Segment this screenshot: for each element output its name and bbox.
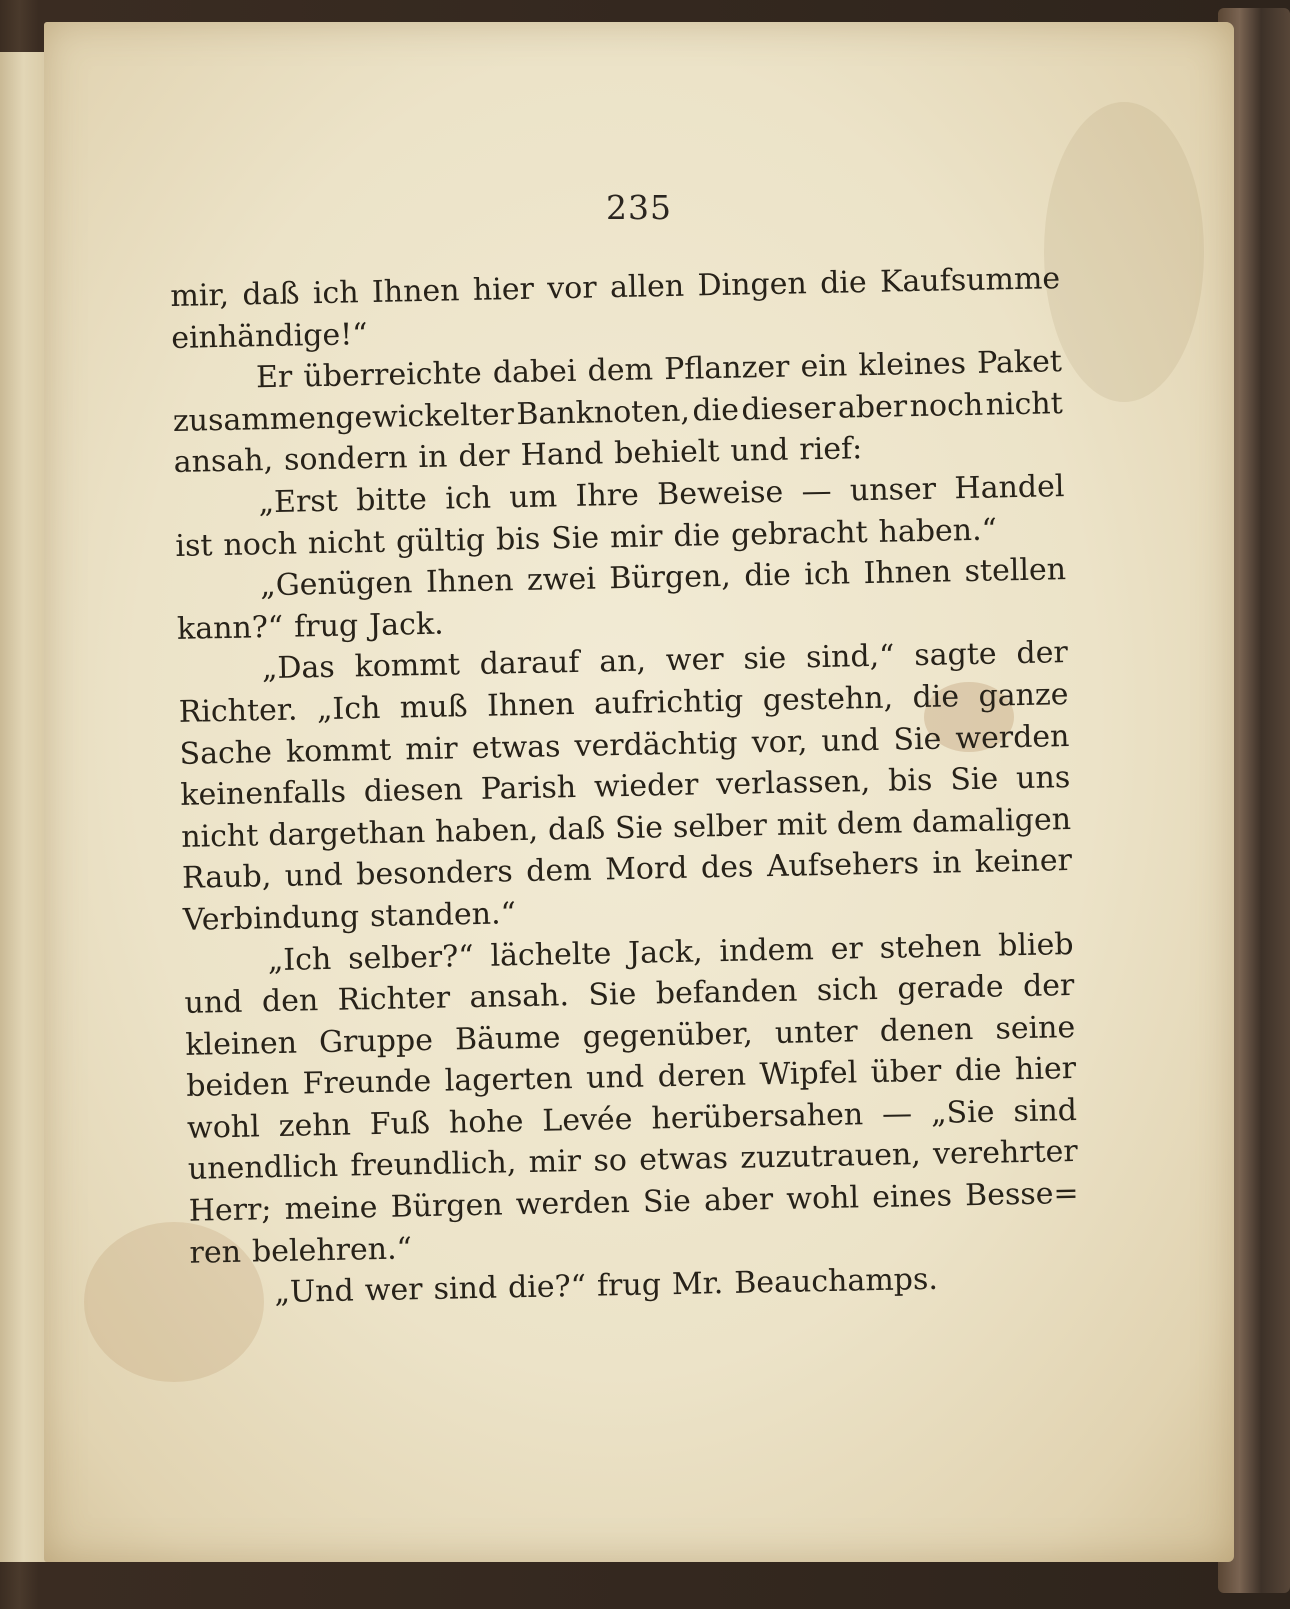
word: die bbox=[819, 265, 868, 301]
word: und bbox=[730, 433, 789, 470]
word: Sie bbox=[614, 809, 664, 846]
word: ein bbox=[800, 348, 848, 385]
word: Parish bbox=[480, 770, 577, 807]
word: zuzutrauen, bbox=[739, 1137, 922, 1177]
word: Gruppe bbox=[318, 1022, 434, 1060]
word: — bbox=[881, 1096, 913, 1132]
word: nicht bbox=[180, 818, 259, 855]
word: damaligen bbox=[911, 801, 1072, 840]
word: hier bbox=[1014, 1051, 1077, 1088]
page-number: 235 bbox=[606, 188, 672, 227]
word: kommt bbox=[354, 647, 461, 685]
word: „Genügen bbox=[259, 565, 413, 604]
word: der bbox=[1022, 968, 1075, 1005]
word: indem bbox=[719, 931, 815, 969]
word: und bbox=[585, 1059, 645, 1097]
word: denen bbox=[879, 1011, 974, 1049]
word: Fuß bbox=[369, 1105, 431, 1143]
word: mir, bbox=[170, 277, 230, 314]
word: wohl bbox=[785, 1180, 860, 1217]
word: selber?“ bbox=[347, 938, 474, 977]
word: Bäume bbox=[454, 1020, 561, 1058]
word: gegenüber, bbox=[582, 1016, 754, 1055]
word: Verbindung bbox=[182, 899, 360, 938]
word: die bbox=[692, 392, 740, 429]
word: und bbox=[284, 857, 344, 895]
word: sind bbox=[433, 1270, 498, 1308]
word: des bbox=[700, 849, 754, 886]
word: dabei bbox=[492, 354, 577, 391]
word: kann?“ bbox=[176, 609, 284, 647]
word: darauf bbox=[479, 645, 580, 683]
word: wer bbox=[364, 1272, 423, 1309]
word: zehn bbox=[278, 1107, 352, 1144]
word: besonders bbox=[355, 854, 514, 893]
word: keinenfalls bbox=[180, 774, 347, 814]
word: Banknoten, bbox=[516, 393, 691, 432]
word: behielt bbox=[613, 434, 720, 472]
word: aufrichtig bbox=[593, 683, 744, 722]
word: allen bbox=[609, 268, 685, 306]
word: meine bbox=[284, 1190, 378, 1227]
word: einhändige!“ bbox=[170, 316, 368, 356]
word: so bbox=[593, 1143, 628, 1180]
word: stellen bbox=[964, 552, 1067, 590]
word: der bbox=[458, 438, 511, 475]
word: um bbox=[509, 479, 558, 516]
word: bitte bbox=[355, 481, 428, 519]
word: Sie bbox=[588, 976, 637, 1013]
word: gerade bbox=[897, 969, 1004, 1007]
word: sie bbox=[743, 641, 787, 677]
word: aber bbox=[703, 1182, 774, 1219]
word: Sie bbox=[949, 761, 999, 798]
word: Jack, bbox=[627, 933, 703, 971]
word: Aufsehers bbox=[766, 846, 920, 885]
word: eines bbox=[871, 1178, 953, 1216]
page-text bbox=[170, 258, 1081, 1315]
word: — bbox=[801, 473, 832, 510]
word: Sie bbox=[550, 520, 600, 556]
word: nicht bbox=[307, 524, 386, 561]
word: Mord bbox=[604, 851, 688, 888]
word: gestehn, bbox=[762, 680, 894, 719]
word: haben.“ bbox=[878, 512, 998, 550]
word: „Ich bbox=[267, 941, 332, 978]
word: Ihre bbox=[575, 477, 640, 514]
word: Handel bbox=[954, 469, 1065, 507]
word: an, bbox=[598, 643, 647, 680]
word: deren bbox=[657, 1057, 747, 1095]
word: zusammengewickelter bbox=[172, 396, 515, 439]
word: Hand bbox=[520, 436, 604, 474]
word: wer bbox=[665, 642, 724, 679]
word: gebracht bbox=[730, 514, 868, 553]
word: die bbox=[743, 557, 792, 594]
word: hier bbox=[472, 271, 535, 308]
word: „Sie bbox=[930, 1094, 995, 1131]
word: mir bbox=[609, 518, 663, 555]
word: daß bbox=[547, 811, 606, 848]
word: lagerten bbox=[444, 1061, 573, 1099]
word: rief: bbox=[798, 431, 863, 468]
word: Ihnen bbox=[863, 554, 952, 592]
word: haben, bbox=[434, 812, 539, 850]
word: der bbox=[1016, 635, 1069, 672]
word: „Erst bbox=[258, 483, 339, 521]
word: diesen bbox=[363, 772, 464, 810]
word: verdächtig bbox=[574, 725, 739, 764]
word: die?“ bbox=[507, 1269, 587, 1306]
word: kommt bbox=[285, 732, 392, 770]
word: „Und bbox=[274, 1273, 355, 1311]
word: standen.“ bbox=[369, 896, 517, 935]
word: die bbox=[912, 679, 960, 716]
word: Richter bbox=[337, 980, 451, 1018]
word: etwas bbox=[638, 1141, 729, 1179]
word: dem bbox=[587, 352, 654, 389]
word: in bbox=[932, 845, 962, 882]
word: Bürgen bbox=[390, 1187, 503, 1225]
word: nicht bbox=[985, 385, 1064, 423]
word: ist bbox=[175, 527, 213, 564]
word: Pflanzer bbox=[663, 349, 790, 388]
word: dargethan bbox=[267, 814, 426, 853]
word: unser bbox=[849, 471, 937, 509]
word: bis bbox=[495, 521, 541, 558]
word: Er bbox=[255, 359, 293, 396]
word: Beweise bbox=[656, 474, 784, 513]
word: Freunde bbox=[302, 1064, 432, 1102]
word: noch bbox=[223, 526, 298, 563]
word: Sie bbox=[642, 1183, 692, 1220]
word: kleines bbox=[858, 346, 967, 384]
word: stehen bbox=[879, 928, 982, 966]
word: Jack. bbox=[368, 606, 444, 643]
word: Levée bbox=[542, 1101, 633, 1139]
word: verehrter bbox=[932, 1134, 1079, 1173]
word: werden bbox=[515, 1185, 631, 1223]
word: herübersahen bbox=[651, 1097, 864, 1137]
paper-stain bbox=[1044, 102, 1204, 402]
word: Mr. bbox=[671, 1266, 724, 1303]
word: Sache bbox=[179, 734, 273, 772]
word: Raub, bbox=[181, 859, 272, 897]
word: verlassen, bbox=[715, 764, 871, 803]
word: sondern bbox=[283, 440, 408, 479]
word: sich bbox=[816, 972, 879, 1009]
word: uns bbox=[1015, 760, 1071, 797]
word: Herr; bbox=[188, 1192, 272, 1229]
word: noch bbox=[909, 387, 984, 424]
word: die bbox=[954, 1052, 1002, 1089]
word: Kaufsumme bbox=[879, 261, 1061, 300]
word: bis bbox=[887, 762, 933, 799]
word: über bbox=[870, 1053, 942, 1091]
word: die bbox=[673, 517, 721, 554]
word: beiden bbox=[185, 1067, 290, 1105]
word: vor bbox=[546, 270, 597, 307]
word: und bbox=[821, 722, 880, 759]
word: er bbox=[830, 930, 864, 967]
word: hohe bbox=[448, 1103, 524, 1141]
word: ich bbox=[803, 556, 851, 593]
word: blieb bbox=[997, 926, 1074, 964]
word: ganze bbox=[978, 676, 1069, 714]
word: Wipfel bbox=[759, 1055, 858, 1093]
word: Ihnen bbox=[425, 563, 514, 601]
word: ansah, bbox=[173, 443, 274, 481]
word: unendlich bbox=[187, 1149, 339, 1188]
word: wieder bbox=[593, 767, 699, 805]
word: Besse= bbox=[964, 1176, 1079, 1214]
word: ich bbox=[444, 480, 492, 517]
word: wohl bbox=[186, 1109, 261, 1146]
word: freundlich, bbox=[350, 1145, 517, 1185]
word: in bbox=[418, 439, 448, 476]
word: aber bbox=[837, 389, 908, 426]
word: gültig bbox=[395, 522, 486, 560]
word: daß bbox=[242, 276, 300, 313]
word: Dingen bbox=[697, 266, 808, 304]
word: ren bbox=[189, 1234, 242, 1271]
word: und bbox=[184, 984, 243, 1021]
word: „Ich bbox=[316, 690, 381, 728]
word: vor, bbox=[751, 723, 808, 760]
word: zwei bbox=[526, 561, 597, 599]
word: Ihnen bbox=[486, 686, 575, 724]
word: dem bbox=[836, 805, 903, 842]
word: befanden bbox=[655, 973, 798, 1012]
word: dieser bbox=[741, 390, 836, 428]
word: werden bbox=[955, 718, 1070, 756]
word: frug bbox=[293, 608, 359, 645]
word: frug bbox=[596, 1267, 662, 1304]
word: Sie bbox=[893, 721, 942, 758]
word: mir bbox=[528, 1144, 582, 1181]
word: Richter. bbox=[178, 692, 298, 730]
word: mit bbox=[776, 806, 828, 843]
word: sind bbox=[1013, 1092, 1078, 1130]
word: mir bbox=[404, 730, 458, 767]
word: sind,“ bbox=[805, 638, 895, 676]
word: belehren.“ bbox=[251, 1231, 413, 1270]
word: lächelte bbox=[490, 935, 612, 974]
word: überreichte bbox=[303, 355, 483, 395]
word: sagte bbox=[913, 636, 997, 674]
word: Paket bbox=[976, 344, 1063, 382]
word: etwas bbox=[471, 728, 561, 766]
book-page bbox=[44, 22, 1234, 1562]
word: Beauchamps. bbox=[733, 1262, 939, 1302]
word: ich bbox=[312, 275, 359, 312]
word: Bürgen, bbox=[608, 558, 732, 597]
word: keiner bbox=[974, 843, 1073, 881]
word: kleinen bbox=[185, 1025, 298, 1063]
word: den bbox=[261, 983, 319, 1020]
word: „Das bbox=[261, 650, 336, 687]
word: unter bbox=[774, 1014, 859, 1051]
word: Ihnen bbox=[371, 273, 460, 310]
word: selber bbox=[672, 807, 768, 845]
word: muß bbox=[399, 689, 468, 726]
word: ansah. bbox=[469, 978, 570, 1016]
word: seine bbox=[995, 1009, 1076, 1047]
word: dem bbox=[525, 852, 592, 890]
